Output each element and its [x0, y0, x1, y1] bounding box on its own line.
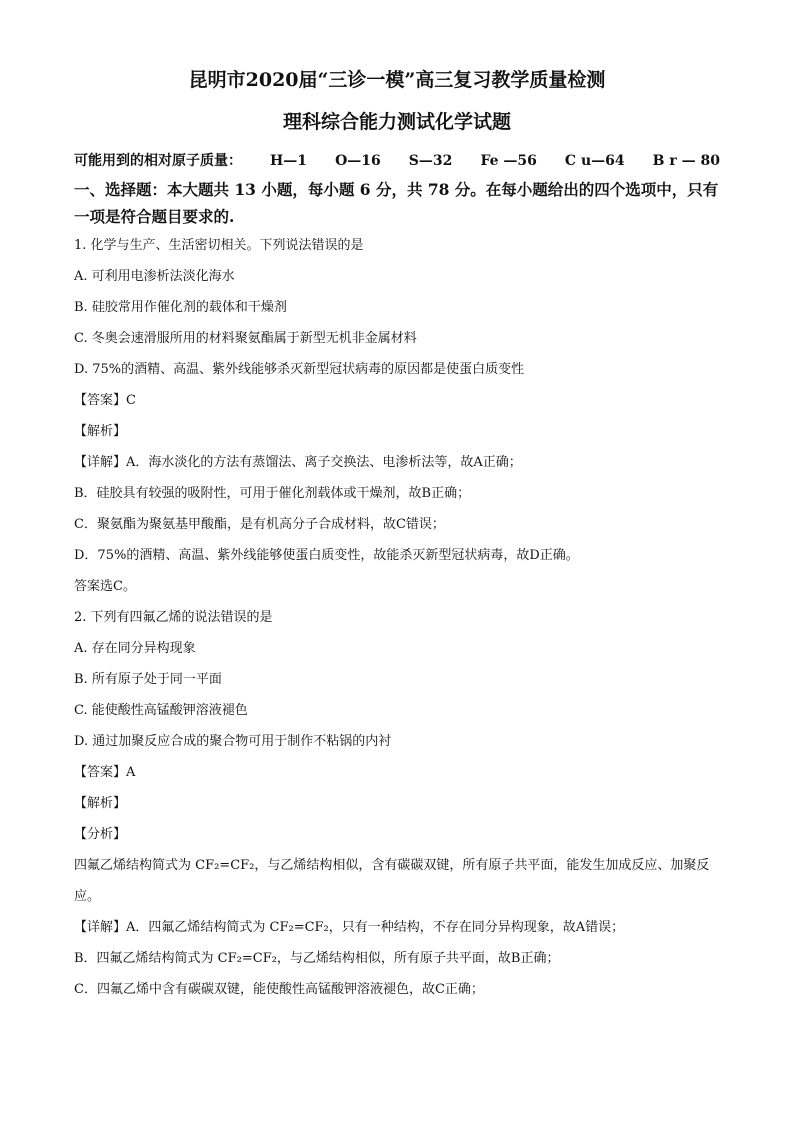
atomic-mass-h: H—1 — [270, 153, 308, 169]
question-1 — [74, 230, 720, 602]
atomic-mass-o: O—16 — [335, 153, 381, 169]
atomic-mass-cu: C u—64 — [564, 153, 625, 169]
detail-line: D．75%的酒精、高温、紫外线能够使蛋白质变性，故能杀灭新型冠状病毒，故D正确。 — [74, 548, 579, 563]
detail-line: 【详解】A．四氟乙烯结构简式为 CF₂=CF₂，只有一种结构，不存在同分异构现象，故A错误； — [74, 920, 625, 935]
atomic-mass-fe: Fe —56 — [480, 153, 537, 169]
detail-line: 【详解】A．海水淡化的方法有蒸馏法、离子交换法、电渗析法等，故A正确； — [74, 455, 522, 470]
exam-subtitle: 理科综合能力测试化学试题 — [282, 111, 511, 133]
option-a: A. 存在同分异构现象 — [74, 641, 196, 656]
analysis-label: 【解析】 — [74, 796, 127, 811]
answer-label: 【答案】A — [74, 765, 136, 780]
option-b: B. 硅胶常用作催化剂的载体和干燥剂 — [74, 300, 287, 315]
detail-line: B．四氟乙烯结构简式为 CF₂=CF₂，与乙烯结构相似，所有原子共平面，故B正确； — [74, 951, 560, 966]
question-stem: 2. 下列有四氟乙烯的说法错误的是 — [74, 610, 273, 625]
detail-line: B．硅胶具有较强的吸附性，可用于催化剂载体或干燥剂，故B正确； — [74, 486, 471, 501]
option-d: D. 75%的酒精、高温、紫外线能够杀灭新型冠状病毒的原因都是使蛋白质变性 — [74, 362, 525, 377]
option-b: B. 所有原子处于同一平面 — [74, 672, 222, 687]
question-stem: 1. 化学与生产、生活密切相关。下列说法错误的是 — [74, 238, 364, 253]
analysis-label: 【解析】 — [74, 424, 127, 439]
answer-label: 【答案】C — [74, 393, 136, 408]
question-2 — [74, 602, 720, 1005]
atomic-mass-br: B r — 80 — [652, 153, 720, 169]
option-a: A. 可利用电渗析法淡化海水 — [74, 269, 235, 284]
conclusion-line: 答案选C。 — [74, 579, 136, 594]
fenxi-text: 四氟乙烯结构简式为 CF₂=CF₂，与乙烯结构相似，含有碳碳双键，所有原子共平面，能发生加成反应、加聚反应。 — [74, 858, 710, 904]
detail-line: C．四氟乙烯中含有碳碳双键，能使酸性高锰酸钾溶液褪色，故C正确； — [74, 982, 484, 997]
option-d: D. 通过加聚反应合成的聚合物可用于制作不粘锅的内衬 — [74, 734, 392, 749]
detail-line: C．聚氨酯为聚氨基甲酸酯，是有机高分子合成材料，故C错误； — [74, 517, 445, 532]
fenxi-label: 【分析】 — [74, 827, 127, 842]
option-c: C. 能使酸性高锰酸钾溶液褪色 — [74, 703, 248, 718]
atomic-mass-s: S—32 — [408, 153, 453, 169]
atomic-masses-row — [74, 150, 720, 172]
exam-title: 昆明市2020届“三诊一模”高三复习教学质量检测 — [188, 69, 606, 91]
option-c: C. 冬奥会速滑服所用的材料聚氨酯属于新型无机非金属材料 — [74, 331, 417, 346]
atomic-masses-label: 可能用到的相对原子质量： — [74, 153, 242, 169]
section-heading: 一、选择题：本大题共 13 小题，每小题 6 分，共 78 分。在每小题给出的四个选项中，只有一项是符合题目要求的. — [74, 180, 719, 226]
